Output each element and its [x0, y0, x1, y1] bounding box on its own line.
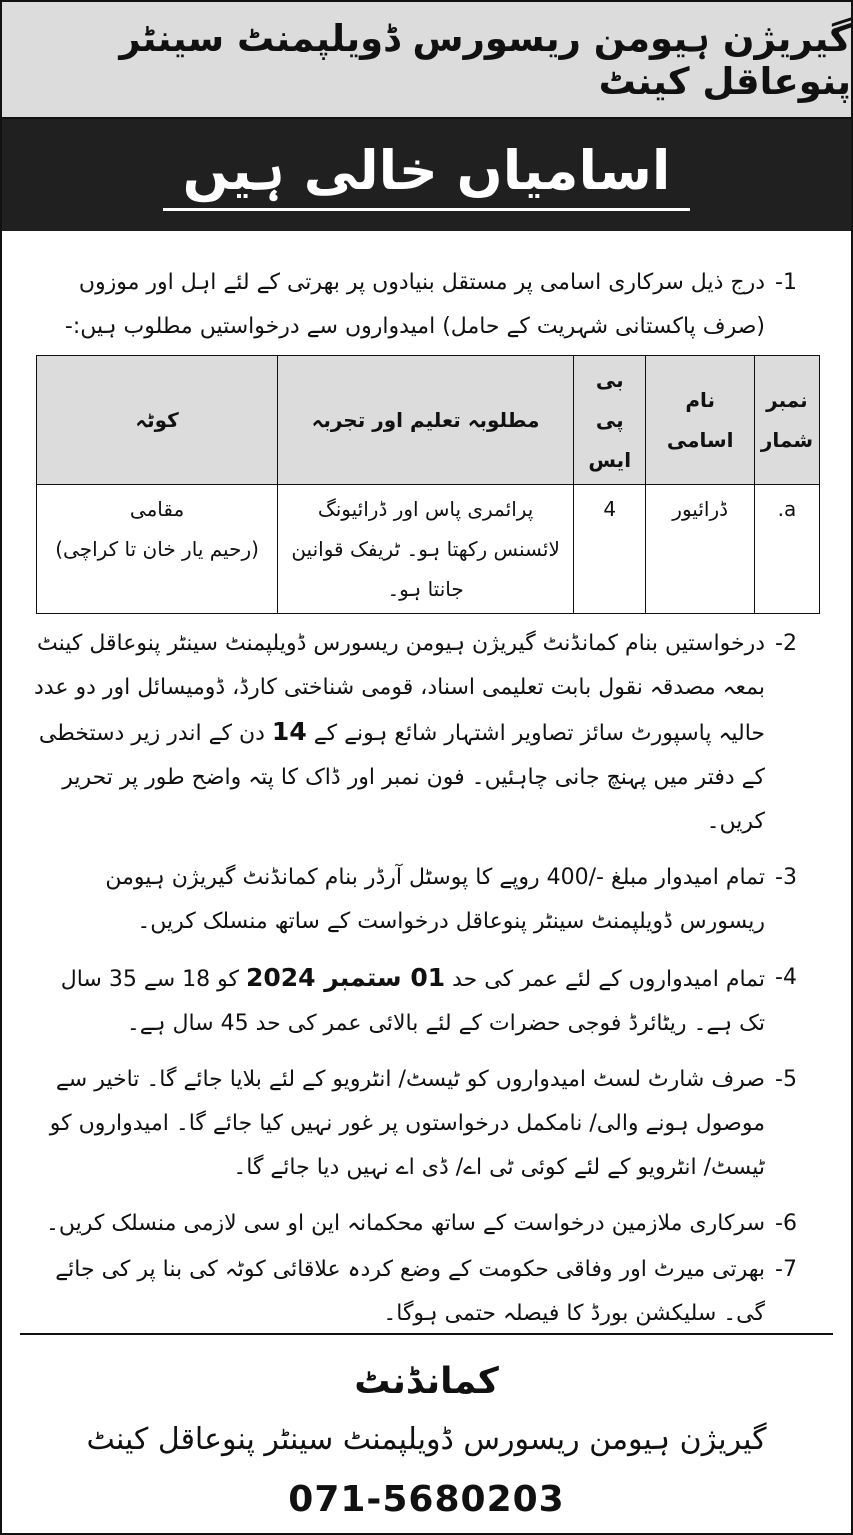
- signature-block: [2, 1354, 851, 1528]
- paragraph-text: تمام امیدوار مبلغ -/400 روپے کا پوسٹل آرڈر بنام کمانڈنٹ گیریژن ہیومن ریسورس ڈویلپمنٹ سینٹر پنوعاقل درخواست کے ساتھ منسلک کریں۔: [105, 865, 765, 934]
- cell-bps: 4: [574, 485, 646, 614]
- cell-quota: [37, 485, 278, 614]
- paragraph-3: [28, 856, 833, 944]
- paragraph-text-cont: دن کے اندر زیر دستخطی کے دفتر میں پہنچ جانی چاہئیں۔ فون نمبر اور ڈاک کا پتہ واضح طور پر تحریر کریں۔: [38, 721, 765, 834]
- header-serial: نمبر شمار: [754, 356, 819, 485]
- header-post: نام اسامی: [646, 356, 754, 485]
- quota-region: (رحیم یار خان تا کراچی): [55, 537, 259, 561]
- content-body: [2, 261, 851, 1336]
- paragraph-5: [28, 1058, 833, 1190]
- paragraph-text: صرف شارٹ لسٹ امیدواروں کو ٹیسٹ/ انٹرویو کے لئے بلایا جائے گا۔ تاخیر سے موصول ہونے والی/ نامکمل درخواستوں پر غور نہیں کیا جائے گا۔ امیدواروں کو ٹیسٹ/ انٹرویو کے لئے کوئی ٹی اے/ ڈی اے نہیں دیا جائے گا۔: [49, 1067, 765, 1180]
- paragraph-text-cont: کو 18 سے 35 سال تک ہے۔ ریٹائرڈ فوجی حضرات کے لئے بالائی عمر کی حد 45 سال ہے۔: [60, 967, 765, 1036]
- table-header-row: [37, 356, 820, 485]
- header-qualification: مطلوبہ تعلیم اور تجربہ: [278, 356, 574, 485]
- paragraph-number: -7: [775, 1257, 797, 1282]
- vacancy-table: [36, 355, 820, 614]
- quota-type: مقامی: [129, 497, 185, 521]
- header-bps: بی پی ایس: [574, 356, 646, 485]
- headline-banner: [2, 119, 851, 231]
- paragraph-number: -3: [775, 865, 797, 890]
- cell-serial: a.: [754, 485, 819, 614]
- cell-post: ڈرائیور: [646, 485, 754, 614]
- signatory-title: کمانڈنٹ: [354, 1361, 499, 1402]
- paragraph-text: درج ذیل سرکاری اسامی پر مستقل بنیادوں پر بھرتی کے لئے اہل اور موزوں (صرف پاکستانی شہریت کے حامل) امیدواروں سے درخواستیں مطلوب ہیں:-: [64, 270, 765, 339]
- organization-header: [2, 2, 851, 119]
- paragraph-text: درخواستیں بنام کمانڈنٹ گیریژن ہیومن ریسورس ڈویلپمنٹ سینٹر پنوعاقل کینٹ بمعہ مصدقہ نقول بابت تعلیمی اسناد، قومی شناختی کارڈ، ڈومیسائل اور دو عدد حالیہ پاسپورٹ سائز تصاویر اشتہار شائع ہونے کے: [34, 631, 765, 746]
- paragraph-6: [28, 1202, 833, 1246]
- paragraph-number: -2: [775, 631, 797, 656]
- paragraph-7: [28, 1248, 833, 1336]
- table-row: [37, 485, 820, 614]
- deadline-days: 14: [271, 717, 307, 746]
- paragraph-2: [28, 622, 833, 844]
- paragraph-text: بھرتی میرٹ اور وفاقی حکومت کے وضع کردہ علاقائی کوٹہ کی بنا پر کی جائے گی۔ سلیکشن بورڈ کا فیصلہ حتمی ہوگا۔: [55, 1257, 765, 1326]
- contact-phone: 071-5680203: [288, 1479, 565, 1520]
- age-reference-date: 01 ستمبر 2024: [246, 963, 446, 992]
- signatory-organization: گیریژن ہیومن ریسورس ڈویلپمنٹ سینٹر پنوعاقل کینٹ: [86, 1422, 767, 1457]
- organization-title: گیریژن ہیومن ریسورس ڈویلپمنٹ سینٹر پنوعاقل کینٹ: [119, 16, 851, 103]
- cell-qualification: پرائمری پاس اور ڈرائیونگ لائسنس رکھتا ہو۔ ٹریفک قوانین جانتا ہو۔: [278, 485, 574, 614]
- paragraph-4: [28, 956, 833, 1046]
- paragraph-1: [28, 261, 833, 349]
- paragraph-number: -4: [775, 965, 797, 990]
- paragraph-number: -5: [775, 1067, 797, 1092]
- footer-divider: [20, 1333, 833, 1335]
- headline-title: اسامیاں خالی ہیں: [163, 139, 691, 211]
- header-quota: کوٹہ: [37, 356, 278, 485]
- paragraph-number: -1: [775, 270, 797, 295]
- paragraph-number: -6: [775, 1211, 797, 1236]
- paragraph-text: سرکاری ملازمین درخواست کے ساتھ محکمانہ این او سی لازمی منسلک کریں۔: [45, 1211, 765, 1236]
- paragraph-text: تمام امیدواروں کے لئے عمر کی حد: [445, 967, 765, 992]
